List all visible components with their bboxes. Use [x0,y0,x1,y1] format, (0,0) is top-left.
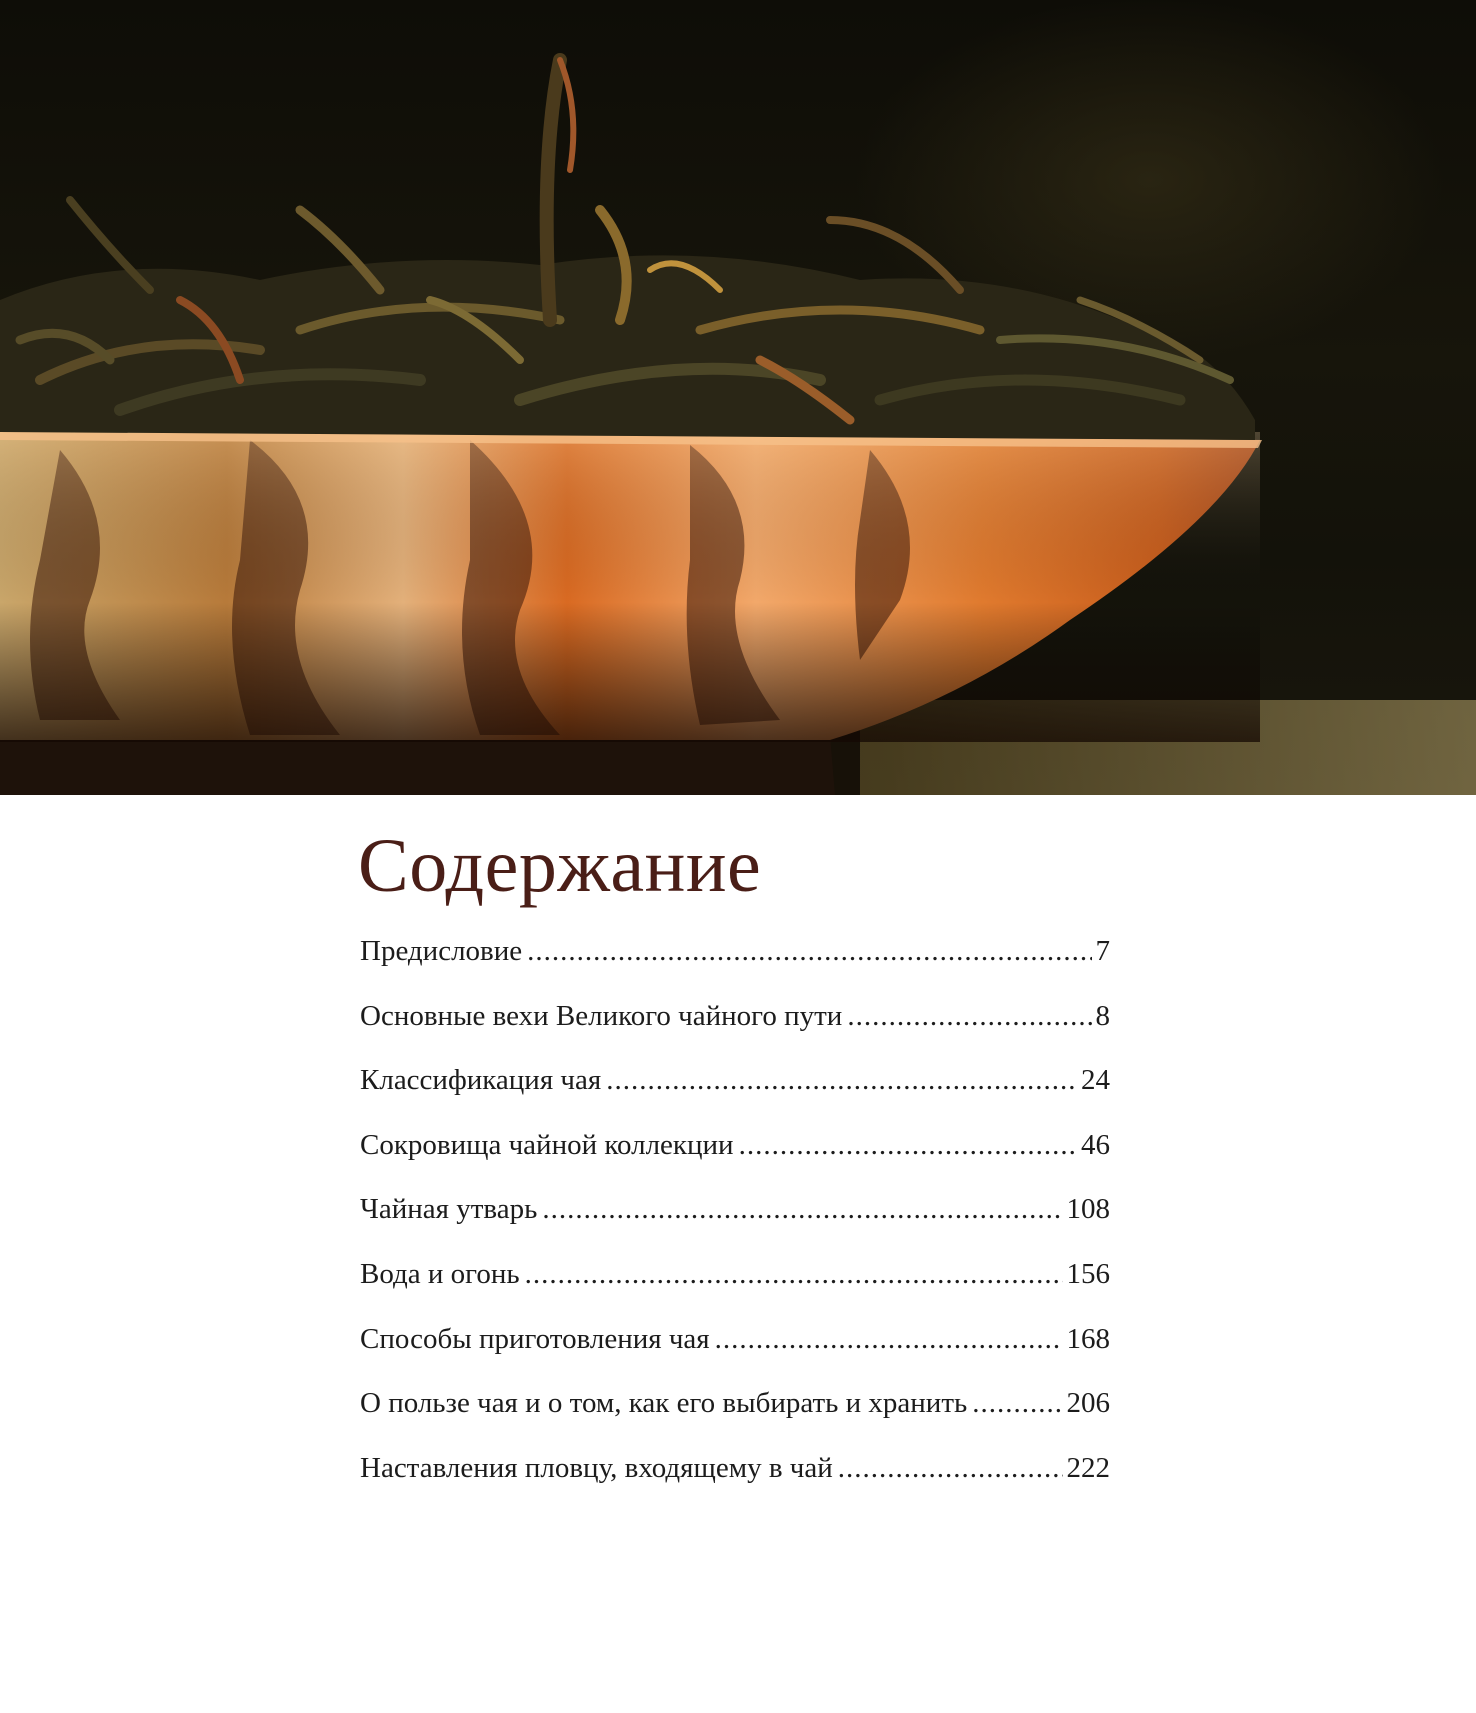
toc-entry[interactable] [360,935,1110,1000]
toc-entry-page: 156 [1066,1257,1110,1290]
dot-leader [739,1129,1077,1162]
toc-entry[interactable] [360,1452,1110,1517]
toc-entry-title: Чайная утварь [360,1193,538,1226]
tea-bowl-photo [0,0,1476,795]
toc-entry[interactable] [360,1129,1110,1194]
toc-entry-page: 108 [1066,1193,1110,1226]
dot-leader [527,935,1091,968]
toc-entry-page: 222 [1066,1451,1110,1484]
dot-leader [542,1193,1062,1226]
toc-entry[interactable] [360,1193,1110,1258]
toc-entry[interactable] [360,1000,1110,1065]
toc-entry-title: Классификация чая [360,1064,602,1097]
toc-entry-title: О пользе чая и о том, как его выбирать и хранить [360,1387,968,1420]
dot-leader [525,1258,1063,1291]
toc-entry-page: 8 [1095,999,1110,1032]
toc-entry-page: 168 [1066,1322,1110,1355]
toc-entry[interactable] [360,1387,1110,1452]
toc-list [360,935,1110,1516]
toc-entry-page: 7 [1095,935,1110,967]
toc-entry-page: 206 [1066,1387,1110,1420]
dot-leader [972,1387,1062,1420]
toc-entry-page: 24 [1081,1064,1110,1097]
toc-entry[interactable] [360,1258,1110,1323]
dot-leader [847,1000,1091,1033]
toc-entry-title: Способы приготовления чая [360,1322,710,1355]
toc-entry-title: Основные вехи Великого чайного пути [360,999,843,1032]
dot-leader [606,1064,1077,1097]
toc-entry[interactable] [360,1064,1110,1129]
toc-entry-title: Вода и огонь [360,1257,520,1290]
toc-entry-page: 46 [1081,1128,1110,1161]
tea-bowl-illustration [0,0,1476,795]
dot-leader [838,1452,1063,1485]
dot-leader [715,1323,1063,1356]
toc-entry-title: Наставления пловцу, входящему в чай [360,1451,833,1484]
toc-entry-title: Предисловие [360,935,523,967]
toc-entry-title: Сокровища чайной коллекции [360,1128,734,1161]
toc-title: Содержание [358,824,762,908]
toc-entry[interactable] [360,1323,1110,1388]
